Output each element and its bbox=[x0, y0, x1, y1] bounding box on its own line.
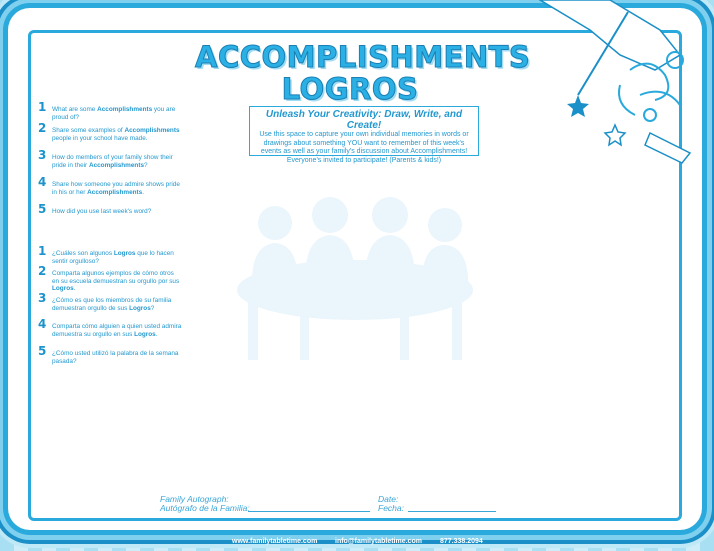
creativity-heading: Unleash Your Creativity: Draw, Write, and Create! bbox=[265, 109, 463, 131]
title-spanish: LOGROS bbox=[281, 72, 419, 106]
question-text-end: que lo hacen sentir orgulloso? bbox=[52, 250, 174, 265]
question-keyword: Accomplishments bbox=[88, 161, 144, 169]
question-text: What are some bbox=[52, 106, 98, 113]
question-text-end: . bbox=[155, 330, 158, 338]
question-number: 3 bbox=[38, 291, 47, 305]
date-en: Date: bbox=[378, 494, 399, 504]
question-keyword: Accomplishments bbox=[124, 127, 180, 134]
question-text-end: . bbox=[142, 188, 144, 196]
title-english: ACCOMPLISHMENTS bbox=[195, 40, 531, 74]
question-number: 5 bbox=[38, 344, 47, 358]
question-number: 2 bbox=[38, 121, 47, 135]
family-table-illustration bbox=[230, 195, 480, 365]
question-number: 5 bbox=[38, 202, 47, 216]
question-text: ¿Cómo usted utilizó la palabra de la semana pasada? bbox=[52, 350, 179, 365]
question-text-end: ? bbox=[150, 304, 155, 312]
question-text: Comparta algunos ejemplos de cómo otros en su escuela demuestran su orgullo por sus bbox=[52, 270, 180, 285]
question-keyword: Logros bbox=[113, 250, 136, 257]
question-text: How did you use last week's word? bbox=[52, 208, 152, 215]
question-keyword: Logros bbox=[52, 285, 74, 293]
question-text-end: . bbox=[73, 285, 76, 293]
question-keyword: Logros bbox=[129, 304, 151, 312]
family-autograph-line[interactable] bbox=[248, 511, 370, 512]
question-number: 4 bbox=[38, 317, 47, 331]
question-text-end: people in your school have made. bbox=[52, 134, 148, 142]
family-autograph-es: Autógrafo de la Familia: bbox=[160, 503, 250, 513]
question-keyword: Accomplishments bbox=[87, 188, 143, 196]
date-label bbox=[378, 495, 404, 513]
question-text: ¿Cómo es que los miembros de su familia demuestran orgullo de sus bbox=[52, 297, 172, 312]
footer-phone: 877.338.2094 bbox=[440, 538, 483, 545]
footer-website[interactable]: www.familytabletime.com bbox=[232, 538, 318, 545]
question-keyword: Accomplishments bbox=[97, 106, 153, 113]
creativity-box bbox=[249, 106, 479, 164]
question-text: Share how someone you admire shows pride in his or her bbox=[52, 181, 180, 196]
question-text-end: ? bbox=[144, 161, 148, 169]
question-number: 1 bbox=[38, 100, 47, 114]
question-text: ¿Cuáles son algunos bbox=[52, 250, 114, 257]
date-es: Fecha: bbox=[378, 503, 404, 513]
question-number: 4 bbox=[38, 175, 47, 189]
question-number: 2 bbox=[38, 264, 47, 278]
question-number: 3 bbox=[38, 148, 47, 162]
question-keyword: Logros bbox=[134, 330, 156, 338]
question-text-end: you are proud of? bbox=[52, 106, 176, 121]
question-text: How do members of your family show their pride in their bbox=[52, 154, 173, 169]
family-autograph-en: Family Autograph: bbox=[160, 494, 229, 504]
family-autograph-label bbox=[160, 495, 250, 513]
question-text: Share some examples of bbox=[52, 127, 125, 134]
hand-wand-illustration bbox=[480, 0, 714, 200]
footer-email[interactable]: info@familytabletime.com bbox=[335, 538, 422, 545]
question-number: 1 bbox=[38, 244, 47, 258]
creativity-body: Use this space to capture your own individual memories in words or drawings about something YOU want to remember of this week's events as well as your family's discussion about Accomplishments! Everyone's invited to participate! (Parents & kids!) bbox=[259, 131, 469, 164]
question-text: Comparta cómo alguien a quien usted admira demuestra su orgullo en sus bbox=[52, 323, 182, 338]
date-line[interactable] bbox=[408, 511, 496, 512]
